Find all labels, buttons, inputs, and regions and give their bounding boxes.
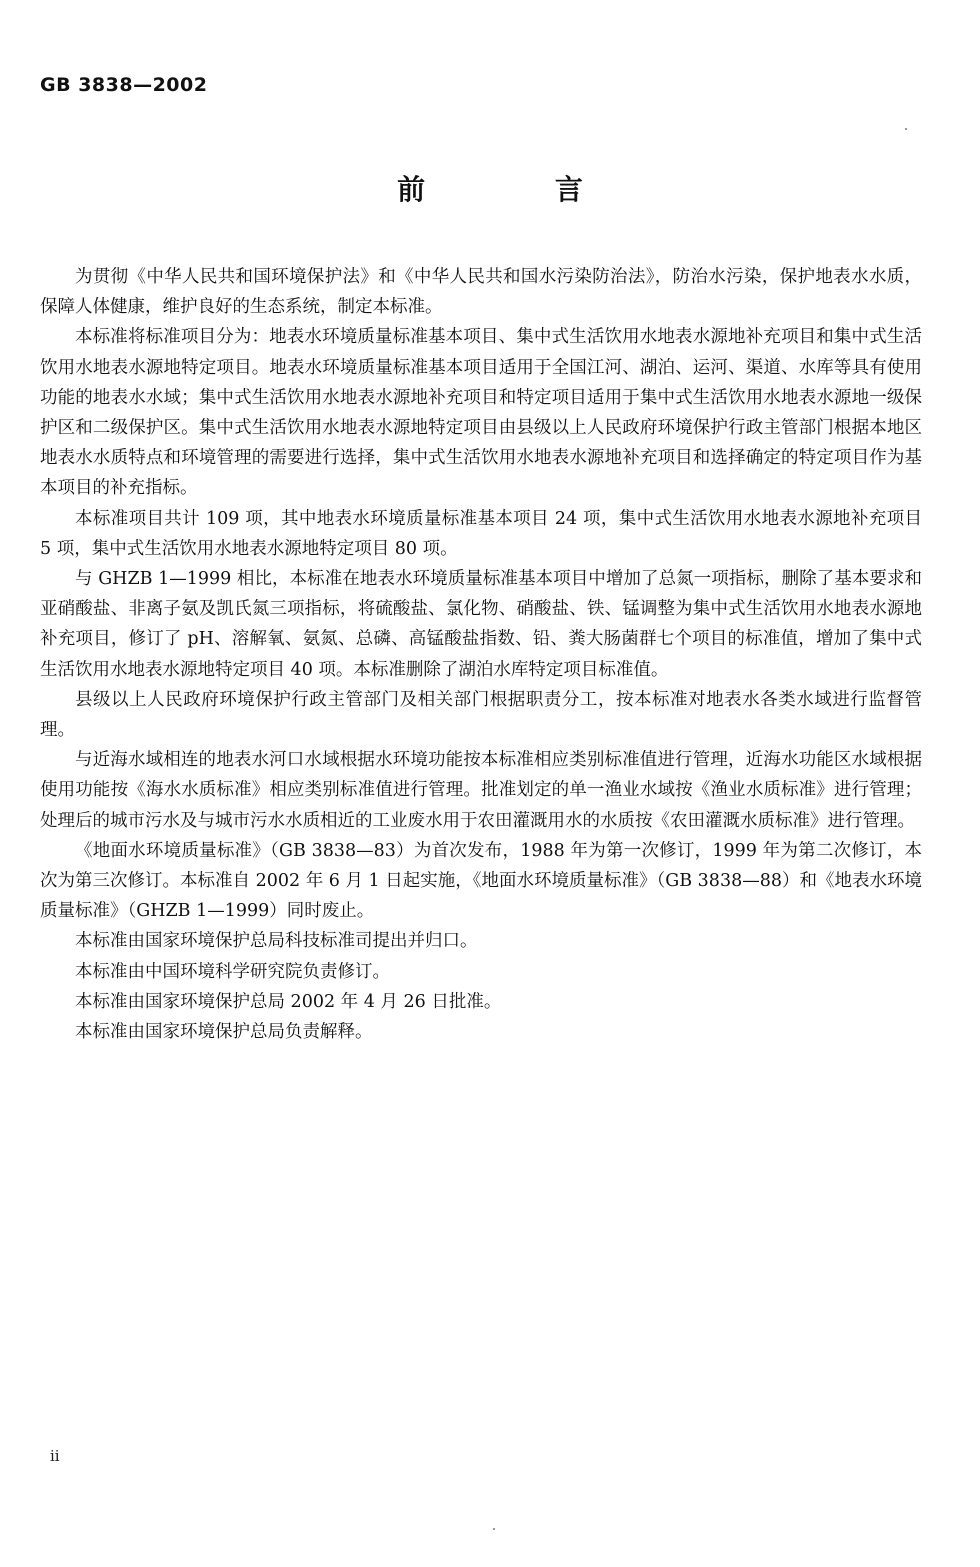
paragraph-approval: 本标准由国家环境保护总局 2002 年 4 月 26 日批准。 [75,991,502,1012]
paragraph-changes: 与 GHZB 1—1999 相比，本标准在地表水环境质量标准基本项目中增加了总氮一项指标，删除了基本要求和亚硝酸盐、非离子氨及凯氏氮三项指标，将硫酸盐、氯化物、硝酸盐、铁、锰调整为集中式生活饮用水地表水源地补充项目，修订了 pH、溶解氧、氨氮、总磷、高锰酸盐指数、铅、粪大肠菌群七个项目的标准值，增加了集中式生活饮用水地表水源地特定项目 40 项。本标准删除了湖泊水库特定项目标准值。 [40,569,922,680]
paragraph-item-count: 本标准项目共计 109 项，其中地表水环境质量标准基本项目 24 项，集中式生活饮用水地表水源地补充项目 5 项，集中式生活饮用水地表水源地特定项目 80 项。 [40,508,922,559]
paragraph-coastal-waters: 与近海水域相连的地表水河口水域根据水环境功能按本标准相应类别标准值进行管理，近海水功能区水域根据使用功能按《海水水质标准》相应类别标准值进行管理。批准划定的单一渔业水域按《渔业水质标准》进行管理；处理后的城市污水及与城市污水水质相近的工业废水用于农田灌溉用水的水质按《农田灌溉水质标准》进行管理。 [40,750,922,831]
page-number: ii [50,1447,60,1465]
page-title: 前 言 [397,173,643,206]
paragraph-supervision: 县级以上人民政府环境保护行政主管部门及相关部门根据职责分工，按本标准对地表水各类水域进行监督管理。 [40,689,922,741]
paragraph-item-classification: 本标准将标准项目分为：地表水环境质量标准基本项目、集中式生活饮用水地表水源地补充项目和集中式生活饮用水地表水源地特定项目。地表水环境质量标准基本项目适用于全国江河、湖泊、运河、渠道、水库等具有使用功能的地表水水域；集中式生活饮用水地表水源地补充项目和特定项目适用于集中式生活饮用水地表水源地一级保护区和二级保护区。集中式生活饮用水地表水源地特定项目由县级以上人民政府环境保护行政主管部门根据本地区地表水水质特点和环境管理的需要进行选择，集中式生活饮用水地表水源地补充项目和选择确定的特定项目作为基本项目的补充指标。 [40,327,922,499]
scan-speck [905,128,907,130]
paragraph-drafter: 本标准由中国环境科学研究院负责修订。 [75,961,390,982]
paragraph-proposer: 本标准由国家环境保护总局科技标准司提出并归口。 [75,931,478,952]
paragraph-interpretation: 本标准由国家环境保护总局负责解释。 [75,1022,373,1043]
paragraph-revision-history: 《地面水环境质量标准》（GB 3838—83）为首次发布，1988 年为第一次修订，1999 年为第二次修订，本次为第三次修订。本标准自 2002 年 6 月 1 日起实施，《地面水环境质量标准》（GB 3838—88）和《地表水环境质量标准》（GHZB 1—1999）同时废止。 [40,840,922,922]
paragraph-purpose: 为贯彻《中华人民共和国环境保护法》和《中华人民共和国水污染防治法》，防治水污染，保护地表水水质，保障人体健康，维护良好的生态系统，制定本标准。 [40,267,922,318]
scan-speck [493,1528,495,1530]
preface-body [40,262,922,1047]
standard-code: GB 3838—2002 [40,74,208,96]
